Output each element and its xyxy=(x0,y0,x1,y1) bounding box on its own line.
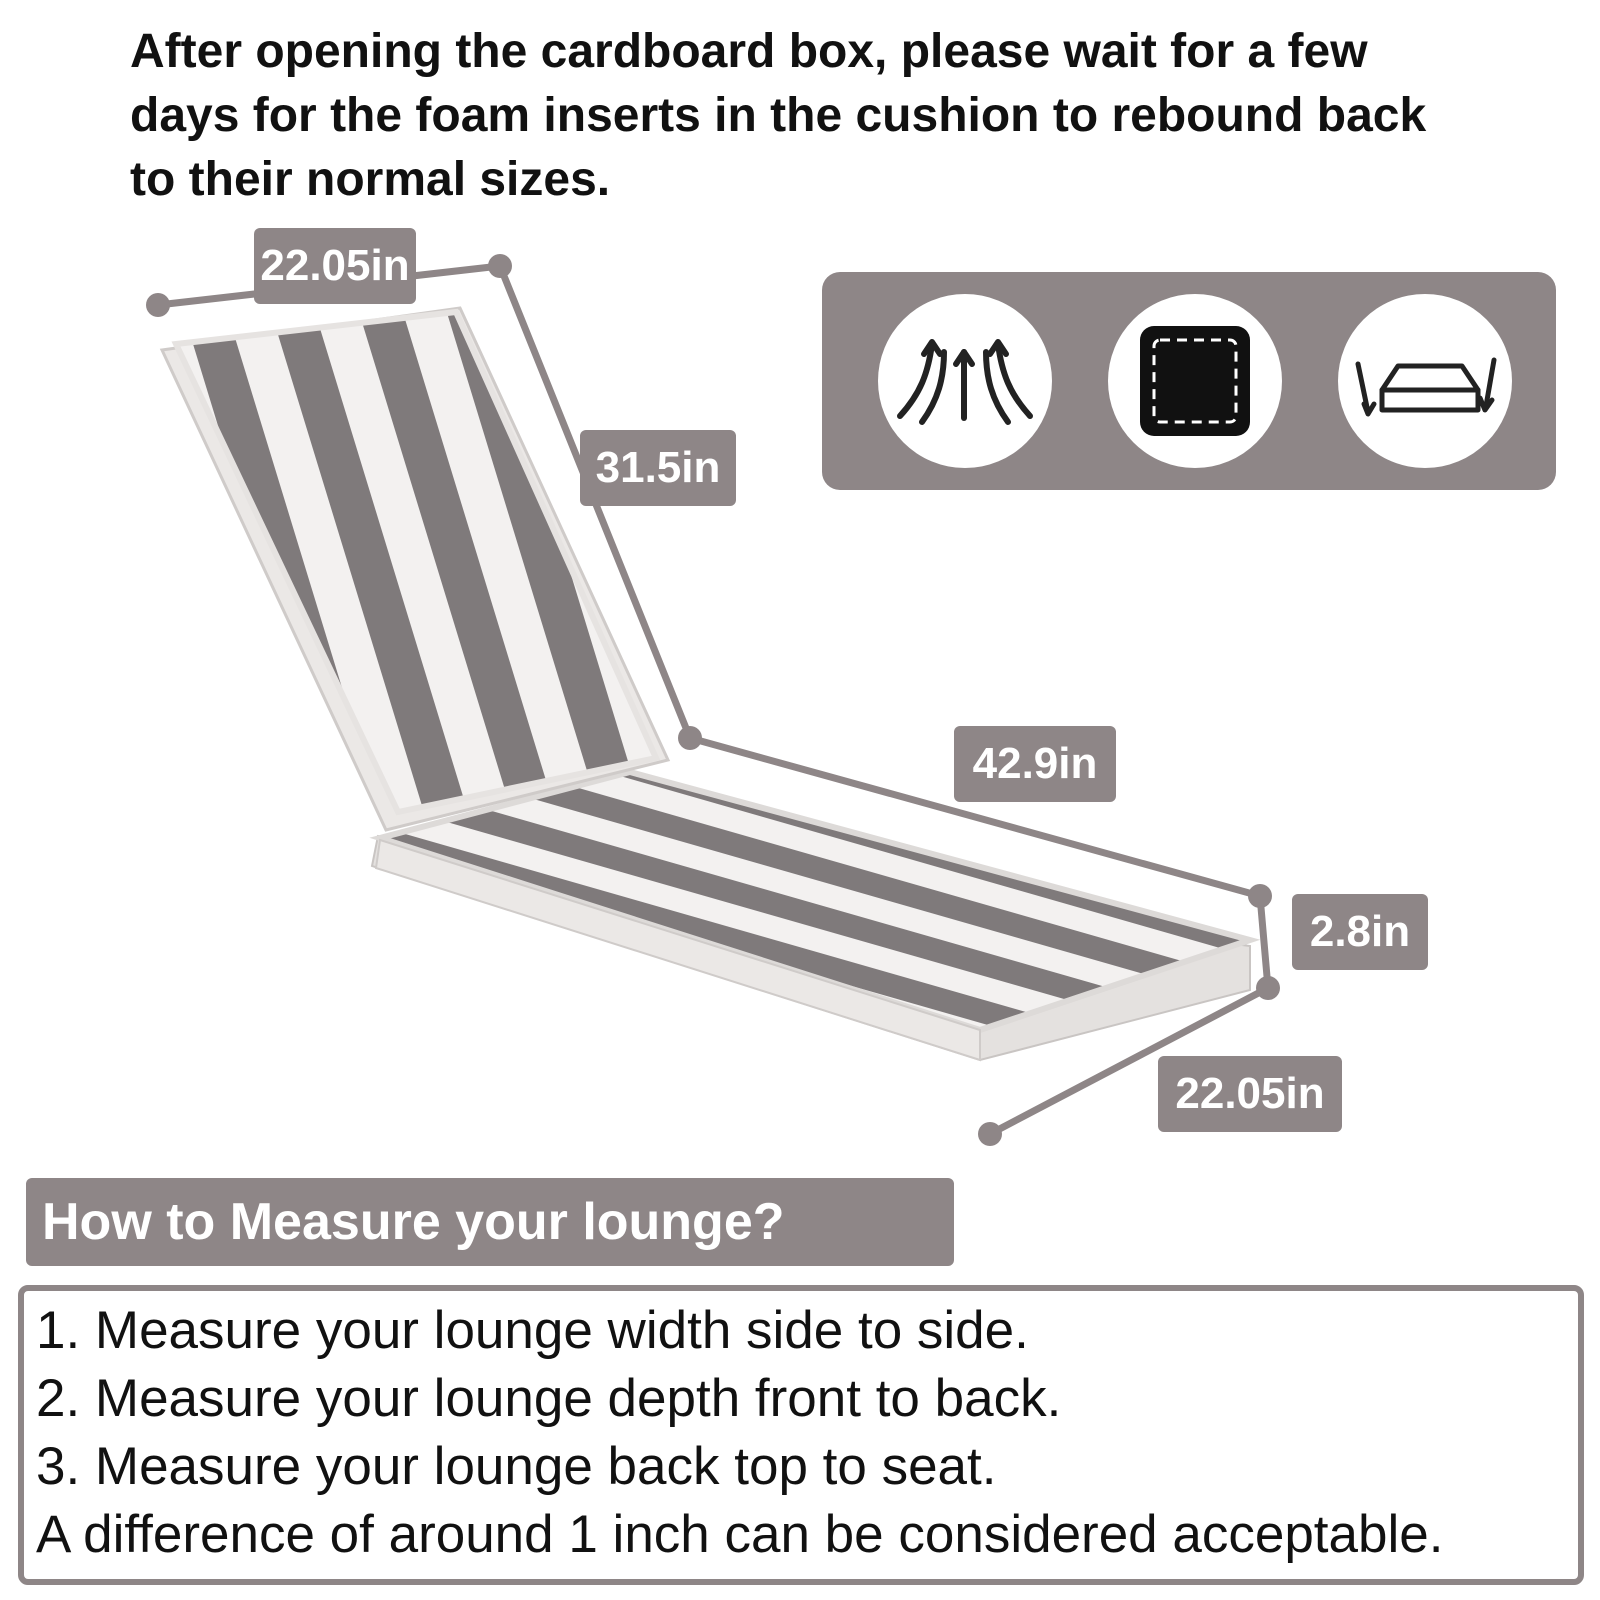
label-seat-length: 42.9in xyxy=(954,726,1116,802)
feature-icon-panel xyxy=(822,272,1556,490)
label-back-width: 22.05in xyxy=(254,228,416,304)
steps-box xyxy=(18,1285,1584,1585)
label-back-length: 31.5in xyxy=(580,430,736,506)
seat-cushion xyxy=(372,772,1250,1060)
rebound-arrows-icon xyxy=(878,294,1052,468)
step-1: 1. Measure your lounge width side to side. xyxy=(36,1301,1029,1360)
stitched-square-icon xyxy=(1108,294,1282,468)
howto-title: How to Measure your lounge? xyxy=(26,1178,954,1266)
step-2: 2. Measure your lounge depth front to back. xyxy=(36,1369,1062,1428)
label-thickness: 2.8in xyxy=(1292,894,1428,970)
tolerance-note: A difference of around 1 inch can be considered acceptable. xyxy=(36,1505,1444,1564)
label-seat-width: 22.05in xyxy=(1158,1056,1342,1132)
step-3: 3. Measure your lounge back top to seat. xyxy=(36,1437,997,1496)
notice-text: After opening the cardboard box, please wait for a few days for the foam inserts in the cushion to rebound back to their normal sizes. xyxy=(130,25,1427,206)
foam-block-icon xyxy=(1338,294,1512,468)
back-cushion xyxy=(162,308,668,830)
